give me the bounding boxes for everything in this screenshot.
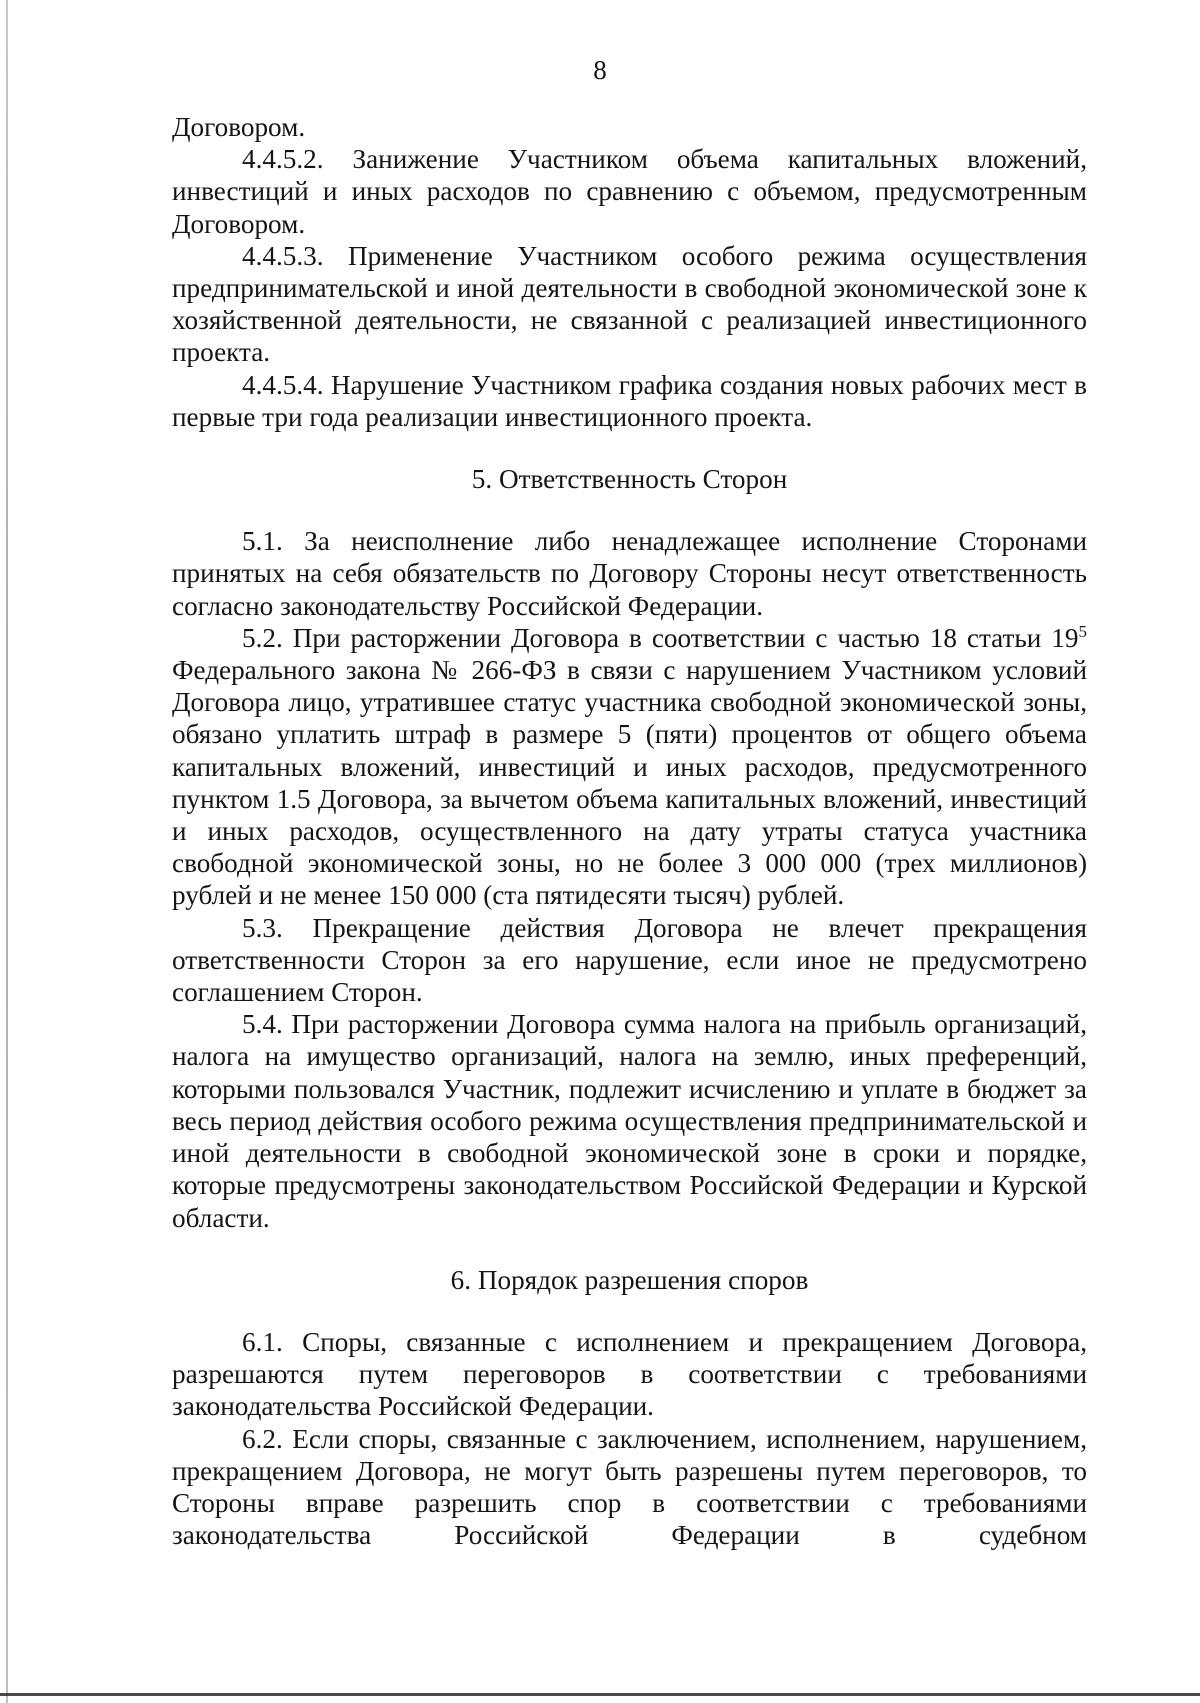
page-number: 8 [593,55,607,85]
paragraph-5-3: 5.3. Прекращение действия Договора не влечет прекращения ответственности Сторон за его нарушение, если иное не предусмотрено соглашением Сторон. [172,912,1087,1008]
paragraph-5-2 [172,622,1087,912]
paragraph-5-2-part-2: Федерального закона № 266-ФЗ в связи с нарушением Участником условий Договора лицо, утратившее статус участника свободной экономической зоны, обязано уплатить штраф в размере 5 (пяти) процентов от общего объема капитальных вложений, инвестиций и иных расходов, предусмотренного пунктом 1.5 Договора, за вычетом объема капитальных вложений, инвестиций и иных расходов, осуществленного на дату утраты статуса участника свободной экономической зоны, но не более 3 000 000 (трех миллионов) рублей и не менее 150 000 (ста пятидесяти тысяч) рублей. [172,655,1087,911]
paragraph-5-1: 5.1. За неисполнение либо ненадлежащее исполнение Сторонами принятых на себя обязательств по Договору Стороны несут ответственность согласно законодательству Российской Федерации. [172,526,1087,621]
article-superscript: 5 [1078,621,1087,641]
paragraph-5-4: 5.4. При расторжении Договора сумма налога на прибыль организаций, налога на имущество организаций, налога на землю, иных преференций, которыми пользовался Участник, подлежит исчислению и уплате в бюджет за весь период действия особого режима осуществления предпринимательской и иной деятельности в свободной экономической зоне в сроки и порядке, которые предусмотрены законодательством Российской Федерации и Курской области. [172,1009,1087,1233]
section-heading-6: 6. Порядок разрешения споров [450,1264,809,1295]
scan-left-edge [6,0,8,1703]
paragraph-5-2-part-1: 5.2. При расторжении Договора в соответствии с частью 18 статьи 19 [242,622,1079,653]
paragraph-4-4-5-3: 4.4.5.3. Применение Участником особого режима осуществления предпринимательской и иной деятельности в свободной экономической зоне к хозяйственной деятельности, не связанной с реализацией инвестиционного проекта. [172,240,1087,368]
paragraph-6-2: 6.2. Если споры, связанные с заключением, исполнением, нарушением, прекращением Договора, не могут быть разрешены путем переговоров, то Стороны вправе разрешить спор в соответствии с требованиями законодательства Российской Федерации в судебном [172,1423,1087,1551]
paragraph-4-4-5-4: 4.4.5.4. Нарушение Участником графика создания новых рабочих мест в первые три года реализации инвестиционного проекта. [172,369,1087,432]
paragraph-continuation: Договором. [172,112,306,142]
paragraph-6-1: 6.1. Споры, связанные с исполнением и прекращением Договора, разрешаются путем переговоров в соответствии с требованиями законодательства Российской Федерации. [172,1326,1087,1422]
paragraph-4-4-5-2: 4.4.5.2. Занижение Участником объема капитальных вложений, инвестиций и иных расходов по сравнению с объемом, предусмотренным Договором. [172,144,1087,239]
document-body [172,111,1087,1551]
scan-bottom-edge [0,1693,1200,1696]
section-heading-5: 5. Ответственность Сторон [471,464,788,495]
